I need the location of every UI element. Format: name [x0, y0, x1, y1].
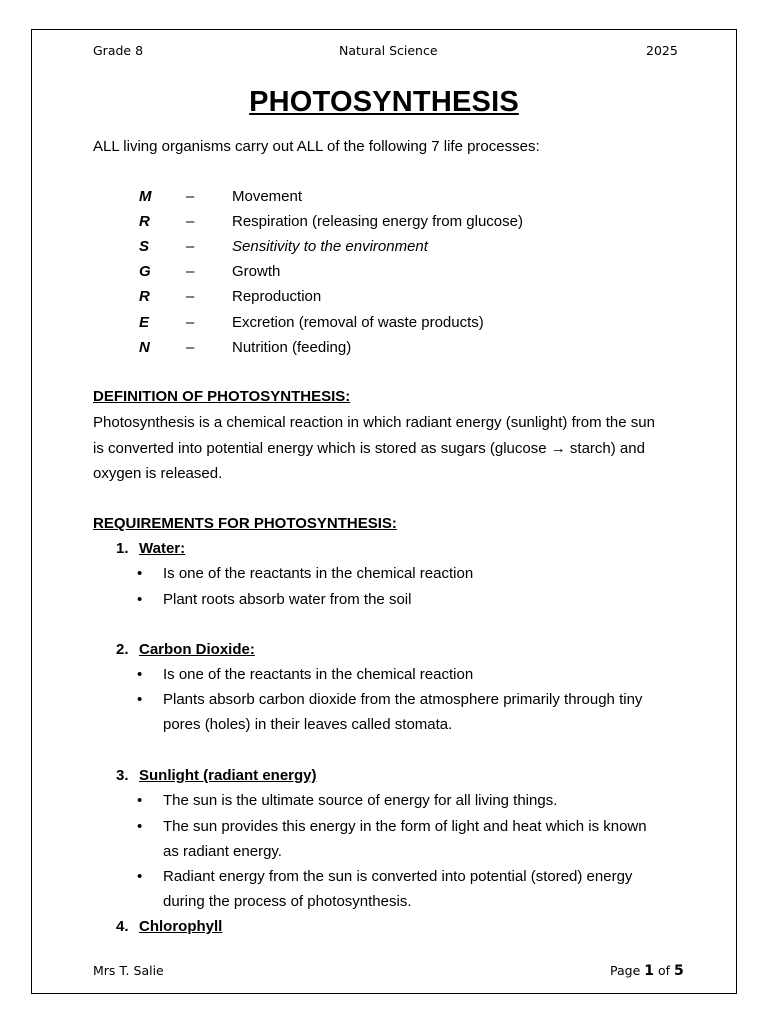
process-dash: – [186, 213, 195, 230]
footer-author: Mrs T. Salie [93, 963, 164, 978]
bullet-text: Plants absorb carbon dioxide from the atmosphere primarily through tiny [163, 691, 643, 708]
bullet-icon: • [137, 591, 143, 608]
process-letter: M [139, 188, 152, 205]
process-letter: R [139, 288, 150, 305]
bullet-icon: • [137, 691, 143, 708]
process-dash: – [186, 238, 195, 255]
process-dash: – [186, 263, 195, 280]
intro-text: ALL living organisms carry out ALL of the following 7 life processes: [93, 138, 540, 155]
header-year: 2025 [646, 43, 678, 58]
process-text: Movement [232, 188, 303, 205]
process-letter: G [139, 263, 151, 280]
bullet-text: Is one of the reactants in the chemical reaction [163, 666, 474, 683]
requirement-title-sunlight: Sunlight (radiant energy) [139, 767, 317, 784]
definition-heading: DEFINITION OF PHOTOSYNTHESIS: [93, 388, 351, 405]
bullet-icon: • [137, 565, 143, 582]
definition-line-2: is converted into potential energy which is stored as sugars (glucose → starch) and [93, 440, 645, 457]
requirement-number: 4. [116, 918, 129, 935]
bullet-icon: • [137, 666, 143, 683]
process-letter: R [139, 213, 150, 230]
process-text: Sensitivity to the environment [232, 238, 428, 255]
page-word: Page [610, 963, 641, 978]
requirement-title-chlorophyll: Chlorophyll [139, 918, 223, 935]
process-text: Reproduction [232, 288, 322, 305]
process-text: Respiration (releasing energy from glucose) [232, 213, 523, 230]
process-text: Nutrition (feeding) [232, 339, 352, 356]
process-text: Growth [232, 263, 281, 280]
bullet-text: Radiant energy from the sun is converted into potential (stored) energy [163, 868, 633, 885]
total-pages: 5 [674, 963, 684, 979]
definition-line-1: Photosynthesis is a chemical reaction in which radiant energy (sunlight) from the sun [93, 414, 655, 431]
process-letter: N [139, 339, 150, 356]
process-dash: – [186, 314, 195, 331]
process-dash: – [186, 188, 195, 205]
process-dash: – [186, 339, 195, 356]
bullet-text: Plant roots absorb water from the soil [163, 591, 412, 608]
requirement-number: 1. [116, 540, 129, 557]
requirement-title-water: Water: [139, 540, 186, 557]
process-text: Excretion (removal of waste products) [232, 314, 484, 331]
bullet-text: The sun provides this energy in the form of light and heat which is known [163, 818, 647, 835]
bullet-text-continued: as radiant energy. [163, 843, 282, 860]
bullet-text: Is one of the reactants in the chemical reaction [163, 565, 474, 582]
bullet-text-continued: during the process of photosynthesis. [163, 893, 412, 910]
footer-page-number [610, 963, 684, 979]
requirement-number: 3. [116, 767, 129, 784]
requirements-heading: REQUIREMENTS FOR PHOTOSYNTHESIS: [93, 515, 397, 532]
bullet-text-continued: pores (holes) in their leaves called stomata. [163, 716, 453, 733]
current-page: 1 [644, 963, 654, 979]
of-word: of [657, 963, 671, 978]
header-subject: Natural Science [339, 43, 438, 58]
requirement-title-carbon-dioxide: Carbon Dioxide: [139, 641, 255, 658]
header-grade: Grade 8 [93, 43, 144, 58]
definition-line-3: oxygen is released. [93, 465, 223, 482]
process-letter: E [139, 314, 150, 331]
bullet-text: The sun is the ultimate source of energy for all living things. [163, 792, 558, 809]
bullet-icon: • [137, 868, 143, 885]
page-title: PHOTOSYNTHESIS [249, 86, 519, 118]
process-dash: – [186, 288, 195, 305]
bullet-icon: • [137, 818, 143, 835]
process-letter: S [139, 238, 150, 255]
requirement-number: 2. [116, 641, 129, 658]
bullet-icon: • [137, 792, 143, 809]
